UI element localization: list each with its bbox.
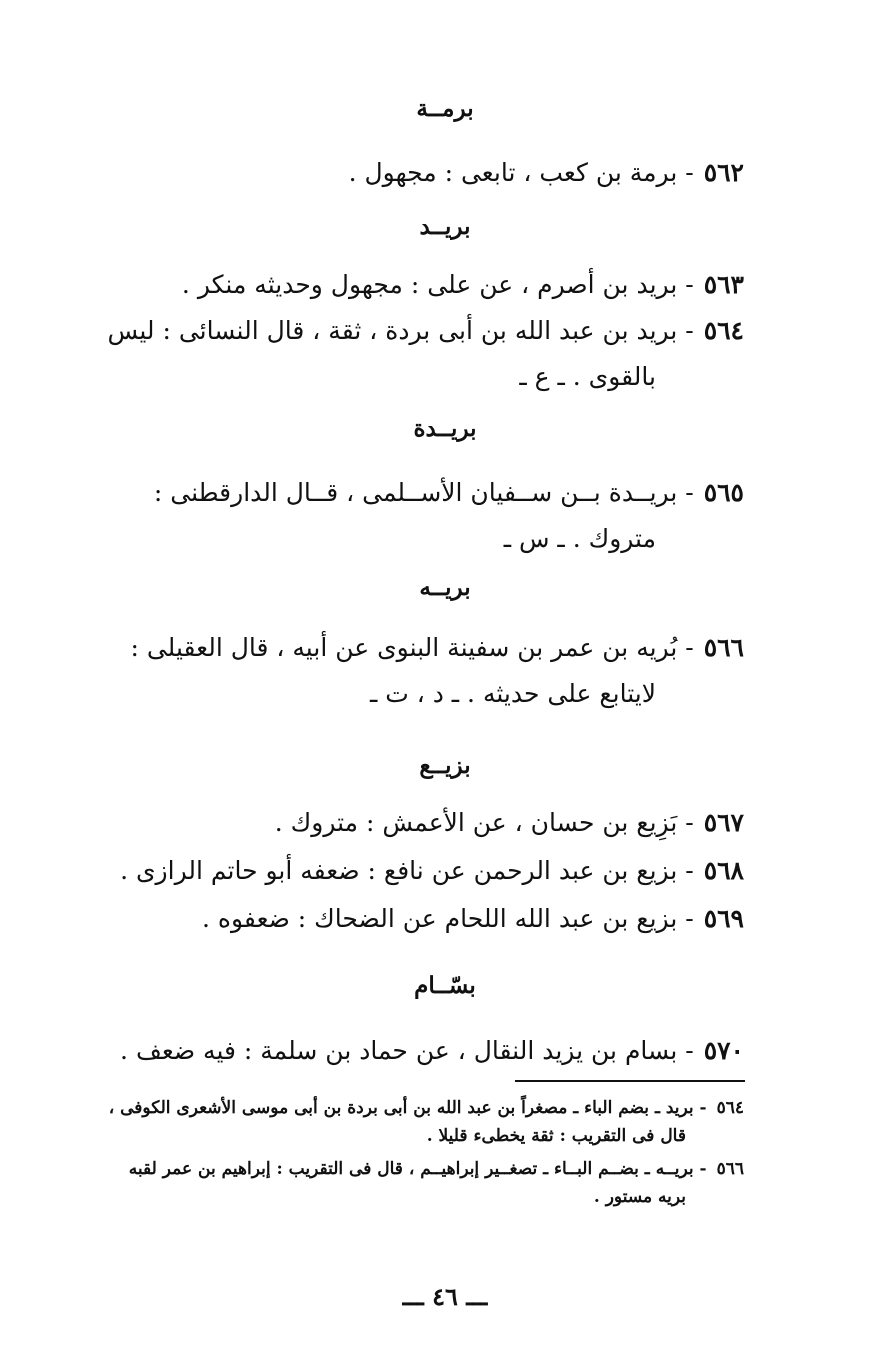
section-heading-burayh: بريــه [419,574,471,601]
footnote-564 [99,1094,744,1150]
entry-570 [120,1028,744,1074]
footnote-566 [99,1155,744,1211]
entry-continuation: لايتابع على حديثه . ـ د ، ت ـ [369,679,656,708]
entry-number: ٥٧٠ [703,1036,744,1065]
entry-number: ٥٦٤ [703,316,744,345]
footnote-number: ٥٦٦ [716,1159,744,1179]
footnote-text: - بريد ـ بضم الباء ـ مصغراً بن عبد الله بن أبى بردة بن أبى موسى الأشعرى الكوفى ، [108,1098,707,1118]
footnote-divider [515,1080,745,1082]
entry-566 [99,625,744,717]
entry-number: ٥٦٩ [703,904,744,933]
section-heading-burayda: بريــدة [413,415,477,442]
entry-number: ٥٦٥ [703,478,744,507]
entry-565 [99,470,744,562]
entry-continuation: بالقوى . ـ ع ـ [519,362,656,391]
footnote-number: ٥٦٤ [716,1098,744,1118]
footnote-text: - بريــه ـ بضــم البــاء ـ تصغــير إبراهيــم ، قال فى التقريب : إبراهيم بن عمر لقبه [128,1159,707,1179]
page-number: ـــ ٤٦ ـــ [402,1282,488,1311]
entry-text: - برمة بن كعب ، تابعى : مجهول . [348,158,694,187]
entry-text: - بزيع بن عبد الرحمن عن نافع : ضعفه أبو حاتم الرازى . [120,856,694,885]
entry-563 [182,262,744,308]
section-heading-burayd: بريــد [419,213,471,240]
footnote-continuation: قال فى التقريب : ثقة يخطىء قليلا . [426,1126,686,1146]
footnote-continuation: بريه مستور . [593,1187,686,1207]
entry-number: ٥٦٢ [703,158,744,187]
entry-number: ٥٦٣ [703,270,744,299]
entry-number: ٥٦٨ [703,856,744,885]
entry-text: - بريد بن عبد الله بن أبى بردة ، ثقة ، قال النسائى : ليس [107,316,694,345]
entry-continuation: متروك . ـ س ـ [503,524,656,553]
section-heading-bazi: بزيــع [419,752,471,779]
entry-text: - بريد بن أصرم ، عن على : مجهول وحديثه منكر . [181,270,694,299]
entry-text: - بُريه بن عمر بن سفينة البنوى عن أبيه ، قال العقيلى : [130,633,694,662]
entry-number: ٥٦٦ [703,633,744,662]
entry-text: - بزيع بن عبد الله اللحام عن الضحاك : ضعفوه . [202,904,694,933]
entry-text: - بسام بن يزيد النقال ، عن حماد بن سلمة : فيه ضعف . [120,1036,694,1065]
section-heading-barma: برمــة [416,95,474,122]
entry-number: ٥٦٧ [703,808,744,837]
entry-text: - بَزِيع بن حسان ، عن الأعمش : متروك . [274,808,694,837]
entry-562 [349,150,744,196]
entry-567 [275,800,744,846]
entry-text: - بريــدة بــن ســفيان الأســلمى ، قــال الدارقطنى : [153,478,694,507]
section-heading-bassam: بسّــام [414,972,476,999]
entry-569 [202,896,744,942]
entry-568 [120,848,744,894]
entry-564 [99,308,744,400]
